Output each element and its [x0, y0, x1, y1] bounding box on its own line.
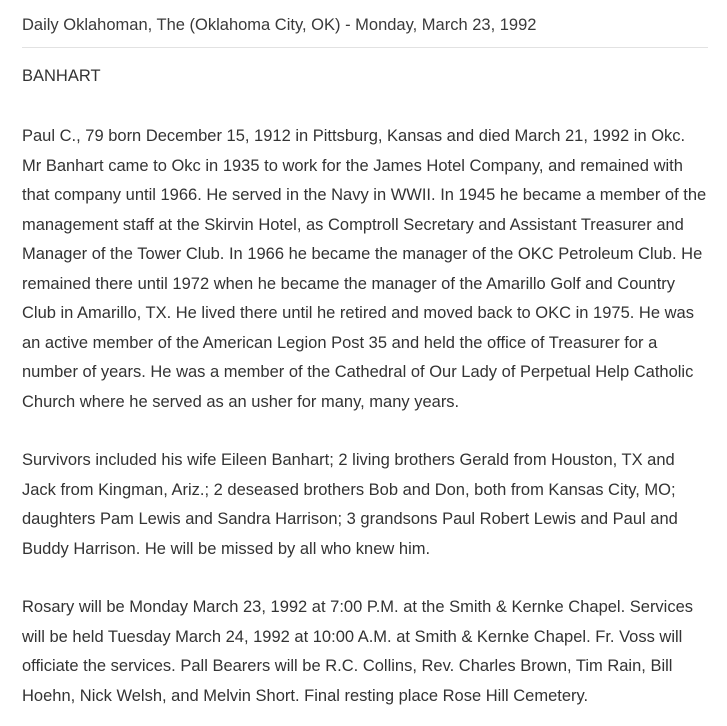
obituary-surname: BANHART	[22, 67, 101, 85]
obituary-paragraph-survivors: Survivors included his wife Eileen Banhart; 2 living brothers Gerald from Houston, TX and Jack from Kingman, Ariz.; 2 deseased brothers Bob and Don, both from Kansas City, MO; daughters Pam Lewis and Sandra Harrison; 3 grandsons Paul Robert Lewis and Paul and Buddy Harrison. He will be missed by all who knew him.	[22, 451, 678, 558]
obituary-paragraph-services: Rosary will be Monday March 23, 1992 at 7:00 P.M. at the Smith & Kernke Chapel. Services will be held Tuesday March 24, 1992 at 10:00 A.M. at Smith & Kernke Chapel. Fr. Voss will officiate the services. Pall Bearers will be R.C. Collins, Rev. Charles Brown, Tim Rain, Bill Hoehn, Nick Welsh, and Melvin Short. Final resting place Rose Hill Cemetery.	[22, 598, 694, 705]
obituary-paragraph-biography: Paul C., 79 born December 15, 1912 in Pittsburg, Kansas and died March 21, 1992 in Okc. Mr Banhart came to Okc in 1935 to work for the James Hotel Company, and remained with that company until 1966. He served in the Navy in WWII. In 1945 he became a member of the management staff at the Skirvin Hotel, as Comptroll Secretary and Assistant Treasurer and Manager of the Tower Club. In 1966 he became the manager of the OKC Petroleum Club. He remained there until 1972 when he became the manager of the Amarillo Golf and Country Club in Amarillo, TX. He lived there until he retired and moved back to OKC in 1975. He was an active member of the American Legion Post 35 and held the office of Treasurer for a number of years. He was a member of the Cathedral of Our Lady of Perpetual Help Catholic Church where he served as an usher for many, many years.	[22, 127, 707, 411]
newspaper-source-line: Daily Oklahoman, The (Oklahoma City, OK) - Monday, March 23, 1992	[22, 12, 708, 48]
